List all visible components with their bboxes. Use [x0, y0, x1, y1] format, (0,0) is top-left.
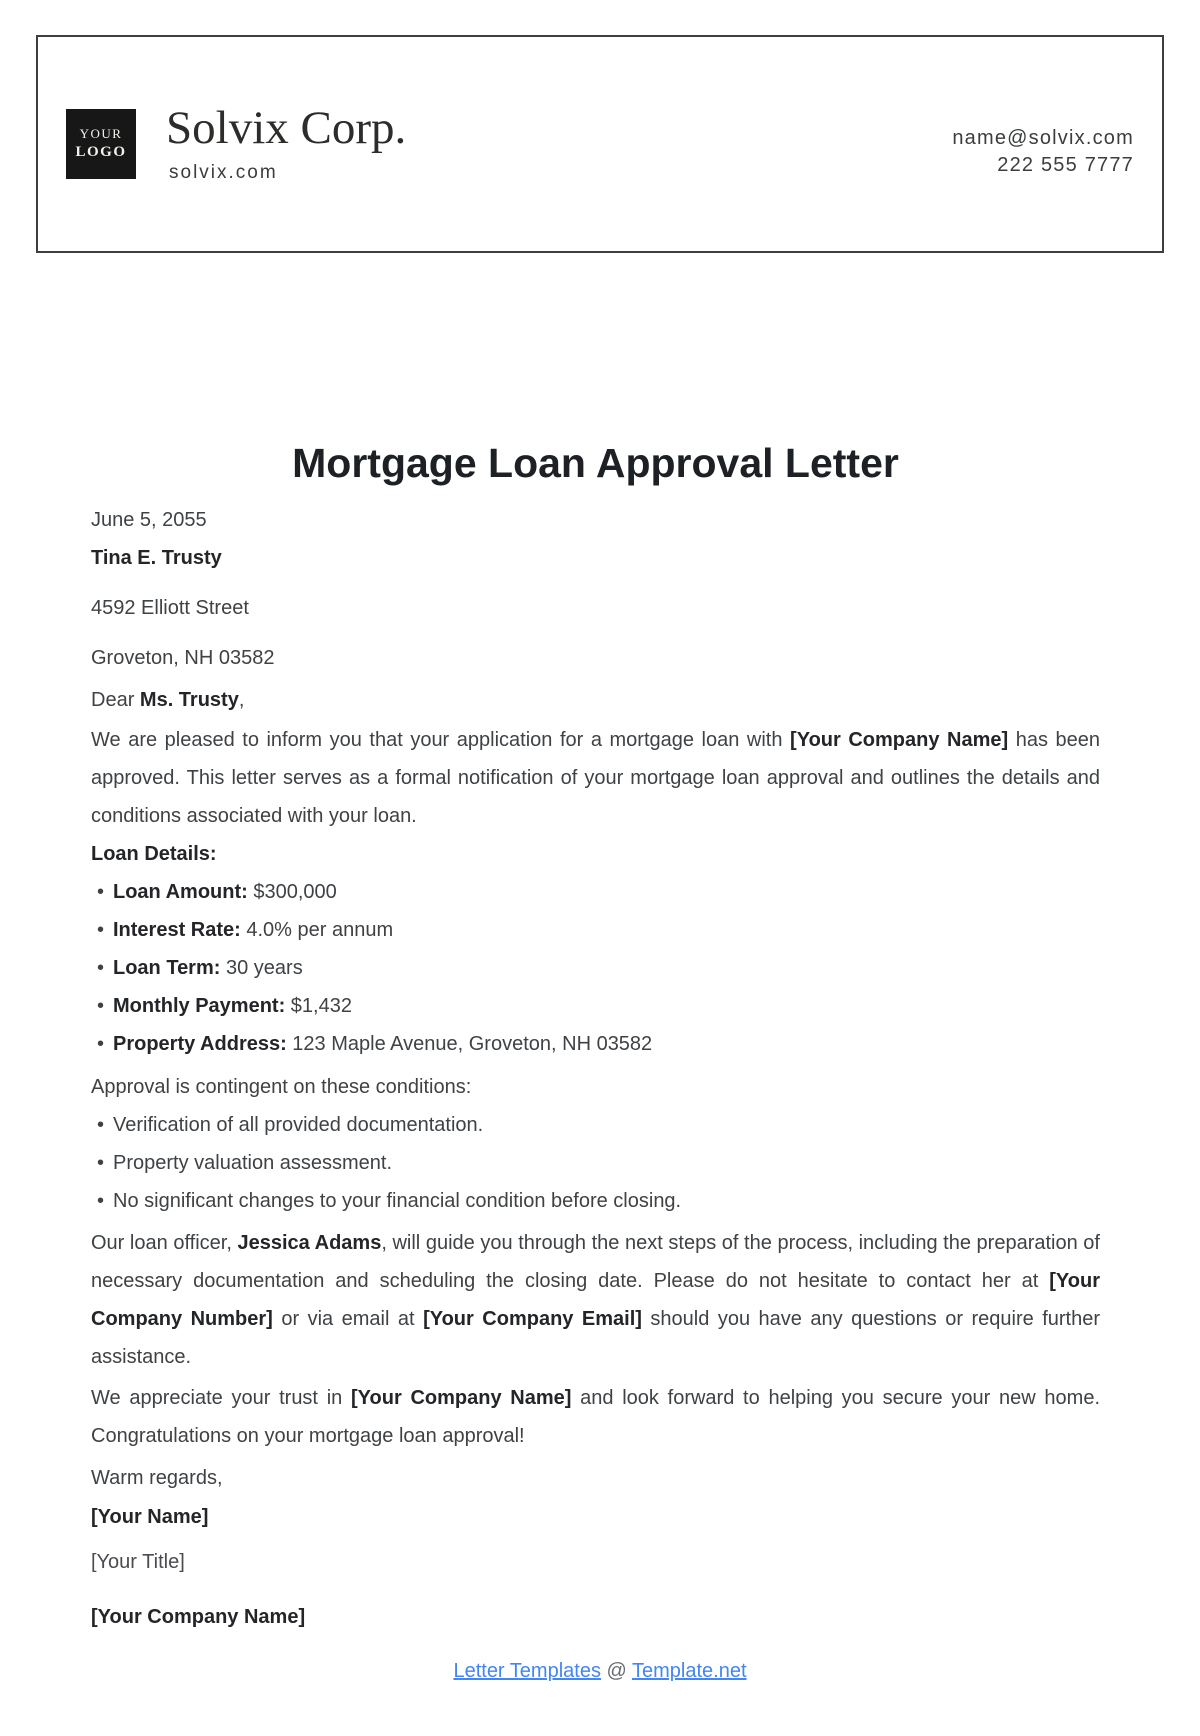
page-footer	[0, 1652, 1200, 1690]
intro-paragraph: We are pleased to inform you that your application for a mortgage loan with [Your Company Name] has been approved. This letter serves as a formal notification of your mortgage loan approval and outlines the details and conditions associated with your loan.	[91, 729, 1100, 827]
loan-details-list	[91, 873, 1100, 1063]
closing-paragraph: We appreciate your trust in [Your Company Name] and look forward to helping you secure your new home. Congratulations on your mortgage loan approval!	[91, 1387, 1100, 1447]
loan-detail-label: Monthly Payment:	[113, 995, 286, 1017]
loan-detail-value: $300,000	[247, 881, 337, 903]
contact-phone: 222 555 7777	[997, 154, 1134, 176]
letter-title: Mortgage Loan Approval Letter	[292, 440, 899, 486]
loan-detail-label: Interest Rate:	[113, 919, 241, 941]
loan-detail-value: 123 Maple Avenue, Groveton, NH 03582	[286, 1033, 653, 1055]
conditions-heading: Approval is contingent on these conditions:	[91, 1076, 472, 1098]
recipient-name: Tina E. Trusty	[91, 547, 222, 569]
loan-detail-item	[91, 987, 1100, 1025]
loan-detail-item	[91, 949, 1100, 987]
loan-detail-item	[91, 1025, 1100, 1063]
loan-detail-value: 4.0% per annum	[240, 919, 394, 941]
letter-body	[0, 438, 1200, 1636]
letterhead	[36, 35, 1164, 253]
company-logo	[66, 109, 136, 179]
footer-separator: @	[600, 1660, 633, 1682]
logo-text-your: YOUR	[79, 125, 123, 141]
loan-detail-label: Loan Amount:	[113, 881, 248, 903]
loan-detail-label: Property Address:	[113, 1033, 287, 1055]
condition-item: • No significant changes to your financial condition before closing.	[91, 1182, 1100, 1220]
condition-item: • Property valuation assessment.	[91, 1144, 1100, 1182]
loan-detail-item	[91, 911, 1100, 949]
contact-block	[952, 125, 1134, 179]
signoff-company: [Your Company Name]	[91, 1606, 306, 1628]
loan-detail-value: 30 years	[220, 957, 303, 979]
letter-date: June 5, 2055	[91, 509, 207, 531]
footer-link-template-net[interactable]: Template.net	[632, 1660, 747, 1682]
footer-link-letter-templates[interactable]: Letter Templates	[453, 1660, 601, 1682]
signoff-name: [Your Name]	[91, 1506, 209, 1528]
signoff-regards: Warm regards,	[91, 1467, 223, 1489]
loan-detail-label: Loan Term:	[113, 957, 221, 979]
company-name: Solvix Corp.	[166, 101, 407, 154]
logo-text-logo: LOGO	[75, 143, 127, 160]
salutation: Dear Ms. Trusty,	[91, 689, 245, 711]
loan-detail-item	[91, 873, 1100, 911]
company-website: solvix.com	[169, 162, 278, 184]
conditions-list	[91, 1106, 1100, 1220]
contact-email: name@solvix.com	[952, 127, 1134, 149]
brand-block	[166, 101, 407, 184]
condition-item: • Verification of all provided documentation.	[91, 1106, 1100, 1144]
loan-details-heading: Loan Details:	[91, 843, 217, 865]
loan-detail-value: $1,432	[285, 995, 352, 1017]
recipient-address-line1: 4592 Elliott Street	[91, 597, 249, 619]
recipient-address-line2: Groveton, NH 03582	[91, 647, 275, 669]
signoff-title: [Your Title]	[91, 1551, 185, 1573]
officer-paragraph: Our loan officer, Jessica Adams, will guide you through the next steps of the process, including the preparation of necessary documentation and scheduling the closing date. Please do not hesitate to contact her at [Your Company Number] or via email at [Your Company Email] should you have any questions or require further assistance.	[91, 1232, 1101, 1368]
letter-page	[0, 35, 1200, 1736]
